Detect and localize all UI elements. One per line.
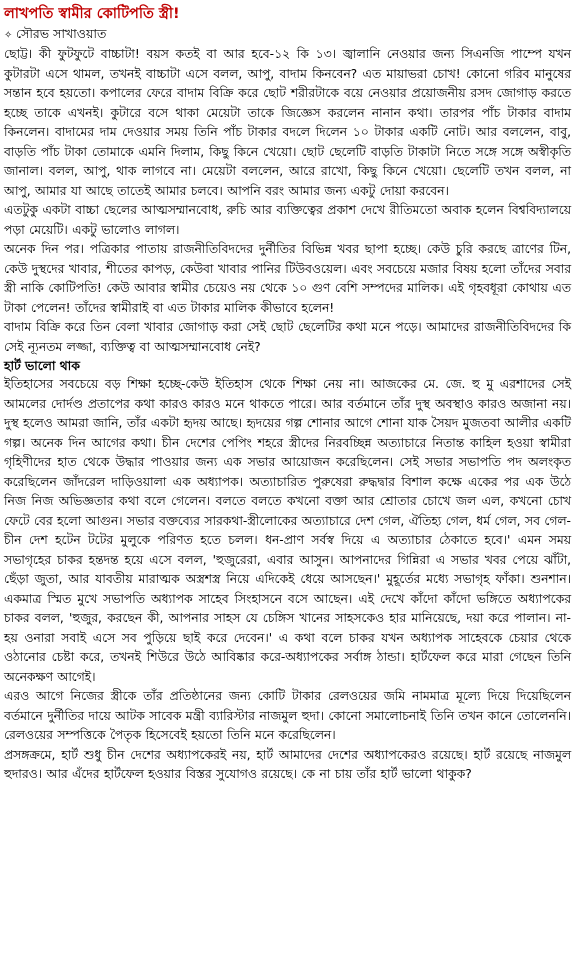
author-byline [4, 25, 571, 45]
article-paragraph: ইতিহাসের সবচেয়ে বড় শিক্ষা হচ্ছে-কেউ ইতিহাস থেকে শিক্ষা নেয় না। আজকের মে. জে. হু মু এরশাদের সেই আমলের দোর্দণ্ড প্রতাপের কথা কারও কারও মনে থাকতে পারে। আর বর্তমানে তাঁর দুস্থ অবস্থাও কারও অজানা নয়। দুস্থ হলেও আমরা জানি, তাঁর একটা হৃদয় আছে। হৃদয়ের গল্প শোনার আগে শোনা যাক সৈয়দ মুজতবা আলীর একটি গল্প। অনেক দিন আগের কথা। চীন দেশের পেপিং শহরে স্ত্রীদের নিরবচ্ছিন্ন অত্যাচারে নিতান্ত কাহিল হওয়া স্বামীরা গৃহিণীদের হাত থেকে উদ্ধার পাওয়ার জন্য এক সভার আয়োজন করেছিলেন। সেই সভার সভাপতি পদ অলংকৃত করেছিলেন জাঁদরেল দাড়িওয়ালা এক অধ্যাপক। অত্যাচারিত পুরুষেরা রুদ্ধদ্বার বিশাল কক্ষে একের পর এক উঠে নিজ নিজ অভিজ্ঞতার কথা বলে গেলেন। বলতে বলতে কখনো বক্তা আর শ্রোতার চোখে জল এল, কখনো চোখ ফেটে বের হলো আগুন। সভার বক্তব্যের সারকথা-স্ত্রীলোকের অত্যাচারে দেশ গেল, ঐতিহ্য গেল, ধর্ম গেল, সব গেল-চীন দেশ হটেন টটের মুলুকে পরিণত হতে চলল। ধন-প্রাণ সর্বস্ব দিয়ে এ অত্যাচার ঠেকাতে হবে।' এমন সময় সভাগৃহের চাকর হন্তদন্ত হয়ে এসে বলল, 'হুজুরেরা, এবার আসুন। আপনাদের গিন্নিরা এ সভার খবর পেয়ে ঝাঁটা, ছেঁড়া জুতা, আর যাবতীয় মারাত্মক অস্ত্রশস্ত্র নিয়ে এদিকেই ধেয়ে আসছেন।' মুহূর্তের মধ্যে সভাগৃহ ফাঁকা। শুনশান। একমাত্র স্মিত মুখে সভাপতি অধ্যাপক সাহেব সিংহাসনে বসে আছেন। এই দেখে কাঁদো কাঁদো ভঙ্গিতে অধ্যাপকের চাকর বলল, 'হুজুর, করছেন কী, আপনার সাহস যে চেঙ্গিস খানের সাহসকেও হার মানিয়েছে, দয়া করে পালান। না-হয় ওনারা সবাই এসে সব পুড়িয়ে ছাই করে দেবেন।' এ কথা বলে চাকর যখন অধ্যাপক সাহেবকে চেয়ার থেকে ওঠানোর চেষ্টা করে, তখনই শিউরে উঠে আবিষ্কার করে-অধ্যাপকের সর্বাঙ্গ ঠান্ডা। হার্টফেল করে মারা গেছেন তিনি অনেকক্ষণ আগেই। [4, 377, 571, 684]
bullet-icon: ✧ [4, 30, 13, 41]
article-paragraph: ছোট্ট। কী ফুটফুটে বাচ্চাটা! বয়স কতই বা আর হবে-১২ কি ১৩। জ্বালানি নেওয়ার জন্য সিএনজি পাম্পে যখন কুটারটা এসে থামল, তখনই বাচ্চাটা এসে বলল, আপু, বাদাম কিনবেন? এত মায়াভরা চোখ! কোনো গরিব মানুষের সন্তান হবে হয়তো। কপালের ফেরে বাদাম বিক্রি করে ছোট শরীরটাকে বয়ে নেওয়ার প্রয়োজনীয় রসদ জোগাড় করতে হচ্ছে তাকে এখনই। কুটারে বসে থাকা মেয়েটা তাকে জিজ্ঞেস করলেন নানান কথা। তারপর পাঁচ টাকার বাদাম কিনলেন। বাদামের দাম দেওয়ার সময় তিনি পাঁচ টাকার বদলে দিলেন ১০ টাকার একটি নোট। আর বললেন, বাবু, বাড়তি পাঁচ টাকা তোমাকে এমনি দিলাম, কিছু কিনে খেয়ো। ছোট ছেলেটি বাড়তি টাকাটা নিতে সঙ্গে সঙ্গে অস্বীকৃতি জানাল। বলল, আপু, থাক লাগবে না। মেয়েটা বললেন, আরে রাখো, কিছু কিনে খেয়ো। ছেলেটি তখন বলল, না আপু, আমার যা আছে তাতেই আমার চলবে। আপনি বরং আমার জন্য একটু দোয়া করবেন। [4, 47, 571, 198]
article-title: লাখপতি স্বামীর কোটিপতি স্ত্রী! [4, 6, 180, 22]
article-paragraph: এরও আগে নিজের স্ত্রীকে তাঁর প্রতিষ্ঠানের জন্য কোটি টাকার রেলওয়ের জমি নামমাত্র মূল্যে দিয়ে দিয়েছিলেন বর্তমানে দুর্নীতির দায়ে আটক সাবেক মন্ত্রী ব্যারিস্টার নাজমুল হুদা। কোনো সমালোচনাই তিনি তখন কানে তোলেননি। রেলওয়ের সম্পত্তিকে পৈতৃক হিসেবেই হয়তো তিনি মনে করেছিলেন। [4, 689, 571, 742]
article-paragraph: অনেক দিন পর। পত্রিকার পাতায় রাজনীতিবিদদের দুর্নীতির বিভিন্ন খবর ছাপা হচ্ছে। কেউ চুরি করছে ত্রাণের টিন, কেউ দুস্থদের খাবার, শীতের কাপড়, কেউবা খাবার পানির টিউবওয়েল। এবং সবচেয়ে মজার বিষয় হলো তাঁদের সবার স্ত্রী নাকি কোটিপতি! কেউ আবার স্বামীর চেয়েও নয় থেকে ১০ গুণ বেশি সম্পদের মালিক। এই গৃহবধূরা কোথায় এত টাকা পেলেন! তাঁদের স্বামীরাই বা এত টাকার মালিক কীভাবে হলেন! [4, 242, 571, 315]
author-name: সৌরভ সাখাওয়াত [16, 26, 107, 41]
article-paragraph: বাদাম বিক্রি করে তিন বেলা খাবার জোগাড় করা সেই ছোট ছেলেটির কথা মনে পড়ে। আমাদের রাজনীতিবিদদের কি সেই ন্যূনতম লজ্জা, ব্যক্তিত্ব বা আত্মসম্মানবোধ নেই? [4, 320, 571, 354]
article-paragraph: এতটুকু একটা বাচ্চা ছেলের আত্মসম্মানবোধ, রুচি আর ব্যক্তিত্বের প্রকাশ দেখে রীতিমতো অবাক হলেন বিশ্ববিদ্যালয়ে পড়া মেয়েটি। একটু ভালোও লাগল। [4, 203, 571, 237]
section-heading: হার্ট ভালো থাক [4, 359, 80, 373]
article-paragraph: প্রসঙ্গক্রমে, হার্ট শুধু চীন দেশের অধ্যাপকেরই নয়, হার্ট আমাদের দেশের অধ্যাপকেরও রয়েছে। হার্ট রয়েছে নাজমুল হুদারও। আর এঁদের হার্টফেল হওয়ার বিস্তর সুযোগও রয়েছে। কে না চায় তাঁর হার্ট ভালো থাকুক? [4, 747, 571, 781]
